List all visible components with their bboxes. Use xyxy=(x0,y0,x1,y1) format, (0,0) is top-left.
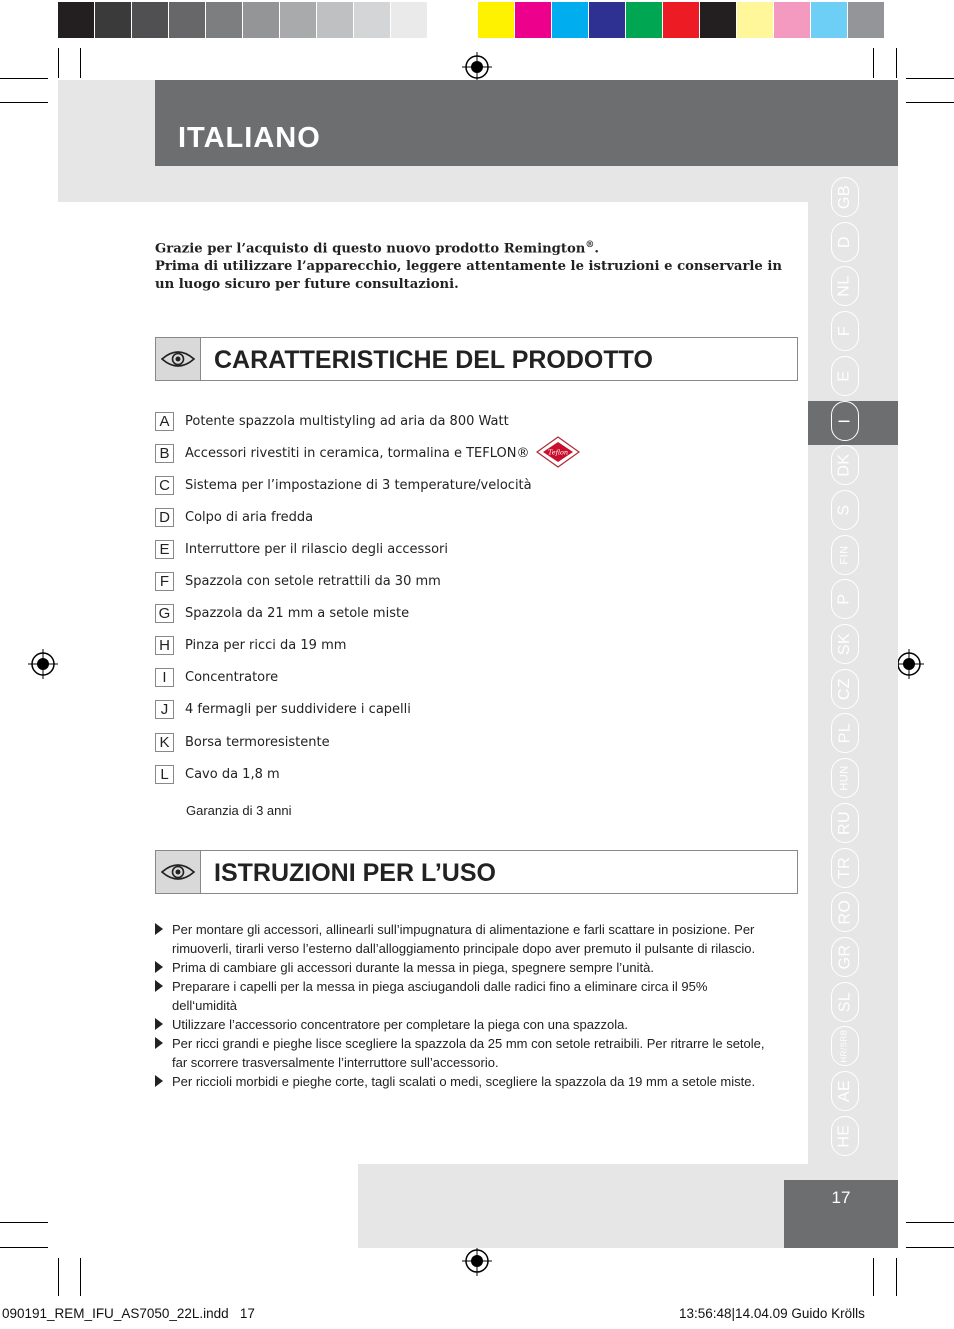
registration-mark-icon xyxy=(894,649,924,679)
feature-text: Colpo di aria fredda xyxy=(185,509,314,525)
instruction-text: Preparare i capelli per la messa in piega asciugandoli dalle radici fino a eliminare circa il 95% dell‘umidità xyxy=(172,979,708,1013)
registration-mark-icon xyxy=(28,649,58,679)
instruction-item xyxy=(155,1072,775,1091)
instructions-list xyxy=(155,920,775,1091)
color-swatch xyxy=(737,2,774,38)
warranty-text: Garanzia di 3 anni xyxy=(186,803,292,818)
feature-text: Pinza per ricci da 19 mm xyxy=(185,638,347,654)
crop-mark xyxy=(58,1258,59,1296)
language-tab-label: D xyxy=(836,235,853,249)
feature-item xyxy=(155,475,532,495)
language-tab-ae[interactable] xyxy=(831,1071,859,1111)
crop-mark xyxy=(0,1222,48,1223)
language-tab-e[interactable] xyxy=(831,356,859,396)
feature-item xyxy=(155,732,330,752)
feature-item xyxy=(155,411,509,431)
crop-mark xyxy=(0,78,48,79)
crop-mark xyxy=(58,48,59,78)
footer-timestamp: 13:56:48|14.04.09 Guido Krölls xyxy=(679,1306,865,1321)
language-tab-sl[interactable] xyxy=(831,982,859,1022)
instructions-section-header xyxy=(155,850,798,894)
instruction-text: Per ricci grandi e pieghe lisce scegliere la spazzola da 25 mm con setole retraibili. Per ritrarre le setole, far scorrere trasversalmente l’interruttore sull’accessorio. xyxy=(172,1036,765,1070)
crop-mark xyxy=(0,102,48,103)
color-swatch xyxy=(478,2,515,38)
crop-mark xyxy=(0,1247,48,1248)
bullet-triangle-icon xyxy=(155,923,163,935)
feature-text: Interruttore per il rilascio degli accessori xyxy=(185,541,449,557)
feature-item xyxy=(155,539,448,559)
color-swatch xyxy=(428,2,465,38)
language-tab-i[interactable] xyxy=(831,401,859,441)
feature-text: Cavo da 1,8 m xyxy=(185,766,280,782)
language-tab-d[interactable] xyxy=(831,222,859,262)
language-tab-label: E xyxy=(835,370,853,382)
intro-period: . xyxy=(594,241,599,257)
color-swatch xyxy=(700,2,737,38)
feature-item xyxy=(155,764,280,784)
teflon-logo-icon xyxy=(536,436,580,468)
crop-mark xyxy=(906,102,954,103)
feature-text: Borsa termoresistente xyxy=(185,734,330,750)
bullet-triangle-icon xyxy=(155,1075,163,1087)
bullet-triangle-icon xyxy=(155,1018,163,1030)
instruction-text: Utilizzare l’accessorio concentratore per completare la piega con una spazzola. xyxy=(172,1017,628,1032)
feature-item xyxy=(155,604,409,624)
feature-letter: D xyxy=(155,508,174,527)
feature-letter: L xyxy=(155,765,174,784)
feature-item xyxy=(155,636,346,656)
language-tab-label: GR xyxy=(836,944,853,970)
language-tab-pl[interactable] xyxy=(831,713,859,753)
language-tab-gr[interactable] xyxy=(831,937,859,977)
language-tab-he[interactable] xyxy=(831,1116,859,1156)
features-title: CARATTERISTICHE DEL PRODOTTO xyxy=(214,346,653,374)
language-tab-s[interactable] xyxy=(831,490,859,530)
language-tab-label: SK xyxy=(836,632,853,656)
language-tab-ro[interactable] xyxy=(831,892,859,932)
eye-icon xyxy=(156,851,201,893)
instruction-text: Per montare gli accessori, allinearli sull’impugnatura di alimentazione e farli scattare in posizione. Per rimuoverli, tirarli verso l’esterno dall’alloggiamento principale dopo aver premuto il pulsante di rilascio. xyxy=(172,922,756,956)
registration-mark-icon xyxy=(462,52,492,82)
language-tab-gb[interactable] xyxy=(831,177,859,217)
language-tab-label: S xyxy=(835,504,853,516)
language-tab-label: P xyxy=(835,593,853,605)
registered-mark: ® xyxy=(585,240,595,250)
color-swatch xyxy=(95,2,132,38)
language-tab-f[interactable] xyxy=(831,311,859,351)
language-tab-dk[interactable] xyxy=(831,445,859,485)
language-tab-label: CZ xyxy=(835,677,853,701)
feature-item xyxy=(155,668,278,688)
color-swatch xyxy=(515,2,552,38)
color-calibration-bar xyxy=(58,2,896,38)
feature-letter: A xyxy=(155,412,174,431)
feature-letter: I xyxy=(155,668,174,687)
feature-item xyxy=(155,507,313,527)
feature-letter: K xyxy=(155,733,174,752)
language-tab-label: GB xyxy=(836,184,853,210)
language-tab-label: DK xyxy=(835,453,853,477)
color-swatch xyxy=(317,2,354,38)
language-tab-hr-srb[interactable] xyxy=(831,1026,859,1066)
instruction-item xyxy=(155,977,775,1015)
feature-letter: G xyxy=(155,604,174,623)
crop-mark xyxy=(906,1247,954,1248)
feature-letter: F xyxy=(155,572,174,591)
color-swatch xyxy=(243,2,280,38)
color-swatch xyxy=(354,2,391,38)
feature-text: Sistema per l’impostazione di 3 temperature/velocità xyxy=(185,477,532,493)
bullet-triangle-icon xyxy=(155,1037,163,1049)
registration-mark-icon xyxy=(462,1246,492,1276)
color-swatch xyxy=(280,2,317,38)
crop-mark xyxy=(896,1258,897,1296)
color-swatch xyxy=(774,2,811,38)
language-tab-label: AE xyxy=(836,1079,853,1103)
language-tab-label: HE xyxy=(835,1124,853,1148)
feature-text: Potente spazzola multistyling ad aria da 800 Watt xyxy=(185,413,509,429)
language-tab-label: RU xyxy=(835,810,853,836)
footer-filename: 090191_REM_IFU_AS7050_22L.indd 17 xyxy=(2,1306,255,1321)
feature-item xyxy=(155,572,441,592)
instruction-item xyxy=(155,1015,775,1034)
color-swatch xyxy=(169,2,206,38)
color-swatch xyxy=(391,2,428,38)
language-tab-cz[interactable] xyxy=(831,669,859,709)
crop-mark xyxy=(80,48,81,78)
language-tab-tr[interactable] xyxy=(831,848,859,888)
language-tab-label: SL xyxy=(835,991,853,1013)
language-tab-label: I xyxy=(835,418,853,424)
language-tab-label: TR xyxy=(835,856,853,880)
bullet-triangle-icon xyxy=(155,961,163,973)
instruction-item xyxy=(155,920,775,958)
color-swatch xyxy=(58,2,95,38)
feature-letter: E xyxy=(155,540,174,559)
feature-letter: B xyxy=(155,444,174,463)
svg-text:Teflon: Teflon xyxy=(547,448,569,457)
crop-mark xyxy=(906,1222,954,1223)
eye-icon xyxy=(156,338,201,380)
color-swatch xyxy=(626,2,663,38)
color-swatch xyxy=(663,2,700,38)
feature-letter: H xyxy=(155,636,174,655)
language-tab-sk[interactable] xyxy=(831,624,859,664)
feature-text: 4 fermagli per suddividere i capelli xyxy=(185,702,411,718)
language-tab-label: HR/SRB xyxy=(840,1029,850,1063)
color-swatch xyxy=(206,2,243,38)
color-swatch xyxy=(811,2,848,38)
color-swatch xyxy=(132,2,169,38)
intro-thanks: Grazie per l’acquisto di questo nuovo prodotto Remington xyxy=(155,241,586,257)
crop-mark xyxy=(873,1258,874,1296)
feature-letter: J xyxy=(155,700,174,719)
feature-text: Spazzola da 21 mm a setole miste xyxy=(185,606,410,622)
language-tab-p[interactable] xyxy=(831,579,859,619)
bullet-triangle-icon xyxy=(155,980,163,992)
language-tab-nl[interactable] xyxy=(831,266,859,306)
language-tab-label: PL xyxy=(835,722,853,744)
feature-letter: C xyxy=(155,476,174,495)
instruction-text: Per riccioli morbidi e pieghe corte, tagli scalati o medi, scegliere la spazzola da 19 mm a setole miste. xyxy=(172,1074,756,1089)
color-swatch xyxy=(552,2,589,38)
language-tab-ru[interactable] xyxy=(831,803,859,843)
language-tab-label: HUN xyxy=(839,765,851,791)
instructions-title: ISTRUZIONI PER L’USO xyxy=(214,859,496,887)
language-tab-label: FIN xyxy=(838,545,851,565)
crop-mark xyxy=(873,48,874,78)
feature-text: Spazzola con setole retrattili da 30 mm xyxy=(185,574,441,589)
language-tab-label: RO xyxy=(836,899,853,925)
crop-mark xyxy=(906,78,954,79)
language-tab-label: F xyxy=(836,325,853,337)
intro-line-2: Prima di utilizzare l’apparecchio, leggere attentamente le istruzioni e conservarle in un luogo sicuro per future consultazioni. xyxy=(155,259,782,293)
language-tab-fin[interactable] xyxy=(831,535,859,575)
features-section-header xyxy=(155,337,798,381)
instruction-item xyxy=(155,1034,775,1072)
feature-text: Concentratore xyxy=(185,670,279,686)
intro-line-1 xyxy=(155,236,785,258)
feature-item xyxy=(155,700,411,720)
language-tab-hun[interactable] xyxy=(831,758,859,798)
color-swatch xyxy=(848,2,885,38)
feature-text: Accessori rivestiti in ceramica, tormalina e TEFLON® xyxy=(185,445,530,461)
instruction-item xyxy=(155,958,775,977)
crop-mark xyxy=(896,48,897,78)
crop-mark xyxy=(80,1258,81,1296)
page-title: ITALIANO xyxy=(178,122,321,154)
language-tab-label: NL xyxy=(835,275,853,297)
color-swatch xyxy=(589,2,626,38)
page-number: 17 xyxy=(831,1188,851,1207)
intro-text xyxy=(155,236,785,294)
feature-item xyxy=(155,443,529,463)
instruction-text: Prima di cambiare gli accessori durante la messa in piega, spegnere sempre l’unità. xyxy=(172,960,654,975)
